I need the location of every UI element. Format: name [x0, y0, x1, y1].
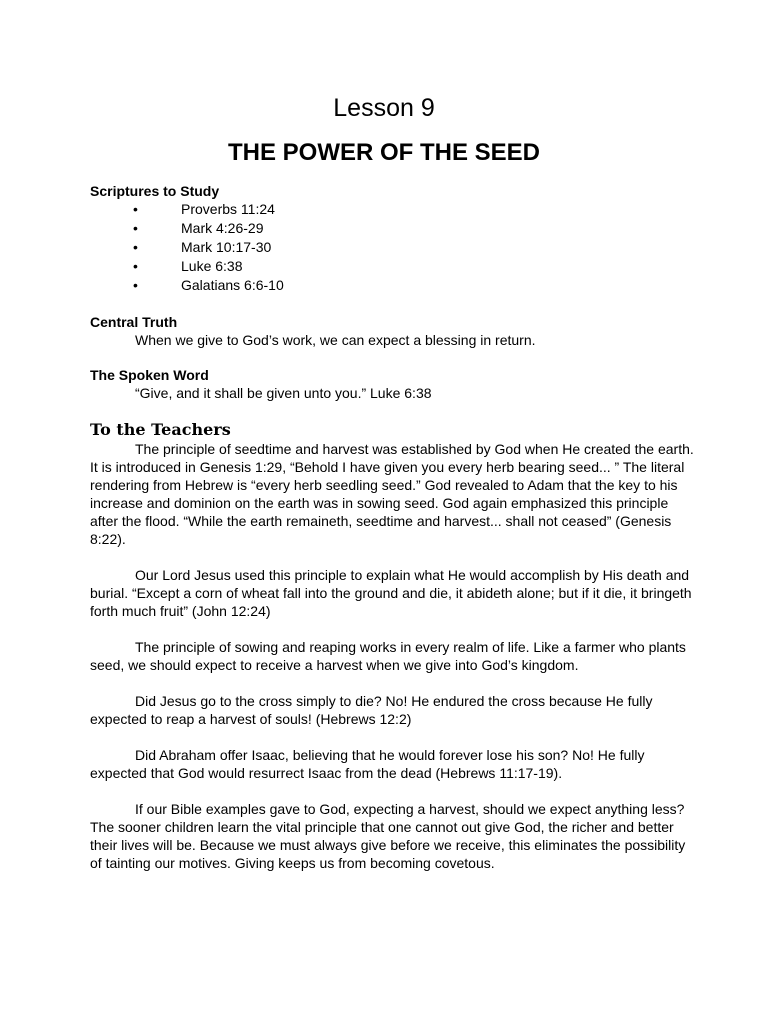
- teachers-paragraph: Our Lord Jesus used this principle to explain what He would accomplish by His death and burial. “Except a corn of wheat fall into the ground and die, it abideth alone; but if it die, it bringeth forth much fruit” (John 12:24): [90, 567, 692, 619]
- teachers-section: [90, 420, 700, 872]
- scripture-ref: Luke 6:38: [181, 258, 243, 274]
- scripture-item: [90, 219, 700, 238]
- scripture-ref: Mark 10:17-30: [181, 239, 272, 255]
- teachers-paragraph: If our Bible examples gave to God, expecting a harvest, should we expect anything less? The sooner children learn the vital principle that one cannot out give God, the richer and better their lives will be. Because we must always give before we receive, this eliminates the possibility of tainting our motives. Giving keeps us from becoming covetous.: [90, 801, 686, 871]
- scripture-item: [90, 257, 700, 276]
- bullet-icon: •: [133, 277, 138, 293]
- teachers-paragraph: The principle of sowing and reaping works in every realm of life. Like a farmer who plants seed, we should expect to receive a harvest when we give into God’s kingdom.: [90, 639, 686, 673]
- teachers-paragraph: The principle of seedtime and harvest was established by God when He created the earth. It is introduced in Genesis 1:29, “Behold I have given you every herb bearing seed... ” The literal rendering from Hebrew is “every herb seedling seed.” God revealed to Adam that the key to his increase and dominion on the earth was in sowing seed. God again emphasized this principle after the flood. “While the earth remaineth, seedtime and harvest... shall not ceased” (Genesis 8:22).: [90, 441, 694, 547]
- teachers-paragraph: Did Jesus go to the cross simply to die? No! He endured the cross because He fully expected to reap a harvest of souls! (Hebrews 12:2): [90, 693, 653, 727]
- spoken-word-text: “Give, and it shall be given unto you.” Luke 6:38: [135, 385, 432, 401]
- bullet-icon: •: [133, 220, 138, 236]
- page-title: THE POWER OF THE SEED: [227, 139, 541, 166]
- lesson-content: [90, 182, 700, 872]
- bullet-icon: •: [133, 258, 138, 274]
- teachers-heading: To the Teachers: [90, 420, 231, 439]
- spoken-word-heading: The Spoken Word: [90, 367, 209, 383]
- scripture-ref: Proverbs 11:24: [181, 201, 275, 217]
- scripture-item: [90, 238, 700, 257]
- bullet-icon: •: [133, 239, 138, 255]
- scriptures-section: [90, 182, 700, 295]
- central-truth-text: When we give to God’s work, we can expect a blessing in return.: [135, 332, 536, 348]
- scripture-item: [90, 276, 700, 295]
- scripture-ref: Galatians 6:6-10: [181, 277, 284, 293]
- teachers-paragraph: Did Abraham offer Isaac, believing that he would forever lose his son? No! He fully expected that God would resurrect Isaac from the dead (Hebrews 11:17-19).: [90, 747, 645, 781]
- spoken-word-section: [90, 366, 700, 402]
- central-truth-heading: Central Truth: [90, 314, 178, 330]
- scripture-item: [90, 200, 700, 219]
- bullet-icon: •: [133, 201, 138, 217]
- scripture-ref: Mark 4:26-29: [181, 220, 264, 236]
- scripture-list: [90, 200, 700, 295]
- scriptures-heading: Scriptures to Study: [90, 183, 220, 199]
- lesson-label: Lesson 9: [333, 94, 435, 122]
- central-truth-section: [90, 313, 700, 349]
